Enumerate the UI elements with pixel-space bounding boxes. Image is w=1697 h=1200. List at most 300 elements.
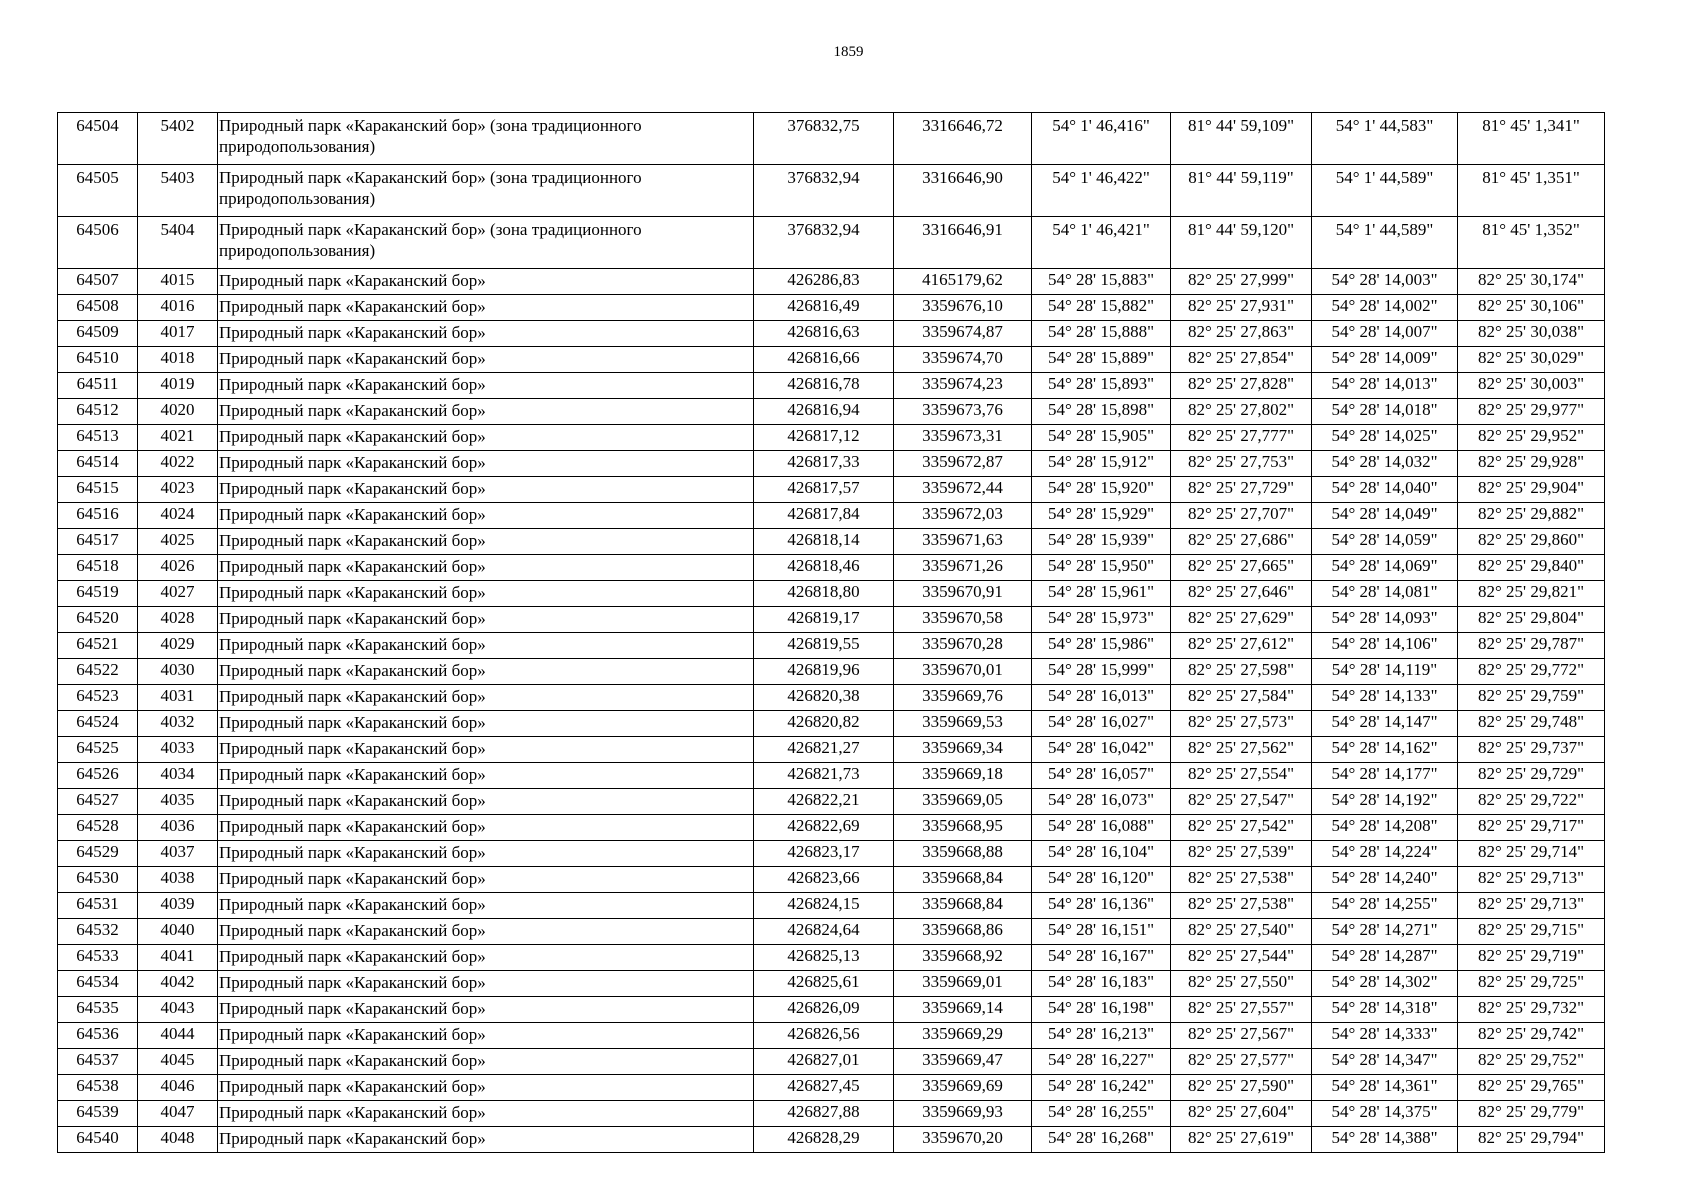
table-row bbox=[58, 269, 1605, 295]
x-coordinate-cell: 426816,63 bbox=[754, 321, 894, 347]
latitude-2-cell: 54° 28' 14,002" bbox=[1312, 295, 1458, 321]
zone-name-cell: Природный парк «Караканский бор» bbox=[218, 607, 754, 633]
latitude-2-cell: 54° 28' 14,119" bbox=[1312, 659, 1458, 685]
longitude-2-cell: 82° 25' 29,748" bbox=[1458, 711, 1605, 737]
table-row bbox=[58, 451, 1605, 477]
longitude-1-cell: 82° 25' 27,604" bbox=[1171, 1101, 1312, 1127]
latitude-1-cell: 54° 28' 16,242" bbox=[1032, 1075, 1171, 1101]
y-coordinate-cell: 3359669,05 bbox=[894, 789, 1032, 815]
latitude-2-cell: 54° 28' 14,133" bbox=[1312, 685, 1458, 711]
longitude-1-cell: 82° 25' 27,539" bbox=[1171, 841, 1312, 867]
longitude-2-cell: 82° 25' 29,787" bbox=[1458, 633, 1605, 659]
longitude-2-cell: 82° 25' 29,713" bbox=[1458, 893, 1605, 919]
y-coordinate-cell: 3316646,91 bbox=[894, 217, 1032, 269]
longitude-1-cell: 82° 25' 27,854" bbox=[1171, 347, 1312, 373]
longitude-1-cell: 82° 25' 27,550" bbox=[1171, 971, 1312, 997]
y-coordinate-cell: 3359669,29 bbox=[894, 1023, 1032, 1049]
row-number-cell: 64527 bbox=[58, 789, 138, 815]
table-row bbox=[58, 737, 1605, 763]
row-number-cell: 64508 bbox=[58, 295, 138, 321]
point-number-cell: 4048 bbox=[138, 1127, 218, 1153]
zone-name-cell: Природный парк «Караканский бор» bbox=[218, 971, 754, 997]
latitude-1-cell: 54° 28' 15,950" bbox=[1032, 555, 1171, 581]
latitude-2-cell: 54° 1' 44,583" bbox=[1312, 113, 1458, 165]
latitude-1-cell: 54° 28' 16,073" bbox=[1032, 789, 1171, 815]
x-coordinate-cell: 426820,82 bbox=[754, 711, 894, 737]
longitude-1-cell: 82° 25' 27,544" bbox=[1171, 945, 1312, 971]
zone-name-cell: Природный парк «Караканский бор» bbox=[218, 789, 754, 815]
x-coordinate-cell: 426816,66 bbox=[754, 347, 894, 373]
longitude-1-cell: 82° 25' 27,557" bbox=[1171, 997, 1312, 1023]
y-coordinate-cell: 4165179,62 bbox=[894, 269, 1032, 295]
longitude-2-cell: 82° 25' 29,732" bbox=[1458, 997, 1605, 1023]
point-number-cell: 4036 bbox=[138, 815, 218, 841]
point-number-cell: 4035 bbox=[138, 789, 218, 815]
x-coordinate-cell: 426286,83 bbox=[754, 269, 894, 295]
x-coordinate-cell: 426818,14 bbox=[754, 529, 894, 555]
row-number-cell: 64504 bbox=[58, 113, 138, 165]
row-number-cell: 64533 bbox=[58, 945, 138, 971]
row-number-cell: 64536 bbox=[58, 1023, 138, 1049]
y-coordinate-cell: 3316646,90 bbox=[894, 165, 1032, 217]
point-number-cell: 4023 bbox=[138, 477, 218, 503]
y-coordinate-cell: 3359669,76 bbox=[894, 685, 1032, 711]
table-row bbox=[58, 841, 1605, 867]
longitude-1-cell: 82° 25' 27,999" bbox=[1171, 269, 1312, 295]
x-coordinate-cell: 426828,29 bbox=[754, 1127, 894, 1153]
zone-name-cell: Природный парк «Караканский бор» bbox=[218, 893, 754, 919]
row-number-cell: 64517 bbox=[58, 529, 138, 555]
latitude-1-cell: 54° 28' 15,920" bbox=[1032, 477, 1171, 503]
point-number-cell: 4045 bbox=[138, 1049, 218, 1075]
longitude-2-cell: 82° 25' 29,752" bbox=[1458, 1049, 1605, 1075]
longitude-2-cell: 82° 25' 29,882" bbox=[1458, 503, 1605, 529]
point-number-cell: 4019 bbox=[138, 373, 218, 399]
y-coordinate-cell: 3359669,93 bbox=[894, 1101, 1032, 1127]
latitude-2-cell: 54° 28' 14,049" bbox=[1312, 503, 1458, 529]
latitude-1-cell: 54° 28' 15,882" bbox=[1032, 295, 1171, 321]
point-number-cell: 4031 bbox=[138, 685, 218, 711]
longitude-2-cell: 82° 25' 29,722" bbox=[1458, 789, 1605, 815]
point-number-cell: 4026 bbox=[138, 555, 218, 581]
y-coordinate-cell: 3359672,03 bbox=[894, 503, 1032, 529]
table-row bbox=[58, 347, 1605, 373]
latitude-1-cell: 54° 28' 16,183" bbox=[1032, 971, 1171, 997]
longitude-2-cell: 82° 25' 30,038" bbox=[1458, 321, 1605, 347]
x-coordinate-cell: 426827,88 bbox=[754, 1101, 894, 1127]
x-coordinate-cell: 376832,75 bbox=[754, 113, 894, 165]
latitude-1-cell: 54° 28' 15,929" bbox=[1032, 503, 1171, 529]
longitude-2-cell: 82° 25' 29,717" bbox=[1458, 815, 1605, 841]
zone-name-cell: Природный парк «Караканский бор» bbox=[218, 399, 754, 425]
longitude-2-cell: 82° 25' 29,904" bbox=[1458, 477, 1605, 503]
latitude-1-cell: 54° 1' 46,422" bbox=[1032, 165, 1171, 217]
x-coordinate-cell: 426825,13 bbox=[754, 945, 894, 971]
zone-name-cell: Природный парк «Караканский бор» bbox=[218, 295, 754, 321]
y-coordinate-cell: 3359669,47 bbox=[894, 1049, 1032, 1075]
zone-name-cell: Природный парк «Караканский бор» bbox=[218, 373, 754, 399]
x-coordinate-cell: 426822,21 bbox=[754, 789, 894, 815]
longitude-2-cell: 82° 25' 30,029" bbox=[1458, 347, 1605, 373]
row-number-cell: 64520 bbox=[58, 607, 138, 633]
y-coordinate-cell: 3359669,34 bbox=[894, 737, 1032, 763]
latitude-1-cell: 54° 28' 16,136" bbox=[1032, 893, 1171, 919]
longitude-2-cell: 82° 25' 29,765" bbox=[1458, 1075, 1605, 1101]
table-row bbox=[58, 113, 1605, 165]
zone-name-cell: Природный парк «Караканский бор» bbox=[218, 633, 754, 659]
longitude-2-cell: 82° 25' 29,779" bbox=[1458, 1101, 1605, 1127]
latitude-2-cell: 54° 28' 14,375" bbox=[1312, 1101, 1458, 1127]
table-body bbox=[58, 113, 1605, 1153]
y-coordinate-cell: 3359668,84 bbox=[894, 867, 1032, 893]
table-row bbox=[58, 217, 1605, 269]
latitude-2-cell: 54° 28' 14,093" bbox=[1312, 607, 1458, 633]
latitude-2-cell: 54° 28' 14,318" bbox=[1312, 997, 1458, 1023]
longitude-2-cell: 82° 25' 29,928" bbox=[1458, 451, 1605, 477]
x-coordinate-cell: 426819,96 bbox=[754, 659, 894, 685]
longitude-1-cell: 82° 25' 27,802" bbox=[1171, 399, 1312, 425]
longitude-1-cell: 82° 25' 27,665" bbox=[1171, 555, 1312, 581]
y-coordinate-cell: 3359676,10 bbox=[894, 295, 1032, 321]
row-number-cell: 64535 bbox=[58, 997, 138, 1023]
x-coordinate-cell: 426817,33 bbox=[754, 451, 894, 477]
point-number-cell: 4021 bbox=[138, 425, 218, 451]
point-number-cell: 4034 bbox=[138, 763, 218, 789]
longitude-1-cell: 82° 25' 27,540" bbox=[1171, 919, 1312, 945]
point-number-cell: 4025 bbox=[138, 529, 218, 555]
table-row bbox=[58, 607, 1605, 633]
table-row bbox=[58, 321, 1605, 347]
zone-name-cell: Природный парк «Караканский бор» bbox=[218, 659, 754, 685]
table-row bbox=[58, 711, 1605, 737]
y-coordinate-cell: 3359671,63 bbox=[894, 529, 1032, 555]
latitude-1-cell: 54° 28' 16,227" bbox=[1032, 1049, 1171, 1075]
x-coordinate-cell: 426826,56 bbox=[754, 1023, 894, 1049]
longitude-2-cell: 82° 25' 29,725" bbox=[1458, 971, 1605, 997]
x-coordinate-cell: 426818,46 bbox=[754, 555, 894, 581]
x-coordinate-cell: 426822,69 bbox=[754, 815, 894, 841]
latitude-2-cell: 54° 28' 14,009" bbox=[1312, 347, 1458, 373]
longitude-1-cell: 82° 25' 27,538" bbox=[1171, 893, 1312, 919]
longitude-1-cell: 82° 25' 27,729" bbox=[1171, 477, 1312, 503]
latitude-2-cell: 54° 28' 14,018" bbox=[1312, 399, 1458, 425]
table-row bbox=[58, 893, 1605, 919]
row-number-cell: 64537 bbox=[58, 1049, 138, 1075]
zone-name-cell: Природный парк «Караканский бор» bbox=[218, 997, 754, 1023]
table-row bbox=[58, 503, 1605, 529]
row-number-cell: 64540 bbox=[58, 1127, 138, 1153]
latitude-2-cell: 54° 28' 14,147" bbox=[1312, 711, 1458, 737]
zone-name-cell: Природный парк «Караканский бор» bbox=[218, 1023, 754, 1049]
zone-name-cell: Природный парк «Караканский бор» bbox=[218, 1127, 754, 1153]
latitude-2-cell: 54° 28' 14,287" bbox=[1312, 945, 1458, 971]
longitude-1-cell: 81° 44' 59,119" bbox=[1171, 165, 1312, 217]
longitude-2-cell: 82° 25' 30,106" bbox=[1458, 295, 1605, 321]
row-number-cell: 64528 bbox=[58, 815, 138, 841]
table-row bbox=[58, 425, 1605, 451]
row-number-cell: 64539 bbox=[58, 1101, 138, 1127]
x-coordinate-cell: 426816,94 bbox=[754, 399, 894, 425]
longitude-1-cell: 81° 44' 59,109" bbox=[1171, 113, 1312, 165]
longitude-2-cell: 81° 45' 1,352" bbox=[1458, 217, 1605, 269]
longitude-2-cell: 82° 25' 29,742" bbox=[1458, 1023, 1605, 1049]
longitude-2-cell: 82° 25' 29,714" bbox=[1458, 841, 1605, 867]
y-coordinate-cell: 3359668,88 bbox=[894, 841, 1032, 867]
latitude-1-cell: 54° 28' 15,893" bbox=[1032, 373, 1171, 399]
x-coordinate-cell: 426816,78 bbox=[754, 373, 894, 399]
table-row bbox=[58, 815, 1605, 841]
point-number-cell: 4020 bbox=[138, 399, 218, 425]
row-number-cell: 64538 bbox=[58, 1075, 138, 1101]
zone-name-cell: Природный парк «Караканский бор» bbox=[218, 477, 754, 503]
latitude-1-cell: 54° 28' 15,912" bbox=[1032, 451, 1171, 477]
zone-name-cell: Природный парк «Караканский бор» (зона традиционного природопользования) bbox=[218, 165, 754, 217]
longitude-2-cell: 82° 25' 29,719" bbox=[1458, 945, 1605, 971]
y-coordinate-cell: 3359671,26 bbox=[894, 555, 1032, 581]
latitude-1-cell: 54° 28' 15,961" bbox=[1032, 581, 1171, 607]
row-number-cell: 64532 bbox=[58, 919, 138, 945]
x-coordinate-cell: 426819,55 bbox=[754, 633, 894, 659]
zone-name-cell: Природный парк «Караканский бор» bbox=[218, 815, 754, 841]
latitude-1-cell: 54° 28' 16,268" bbox=[1032, 1127, 1171, 1153]
table-row bbox=[58, 1101, 1605, 1127]
latitude-2-cell: 54° 1' 44,589" bbox=[1312, 217, 1458, 269]
latitude-1-cell: 54° 28' 16,027" bbox=[1032, 711, 1171, 737]
latitude-2-cell: 54° 28' 14,162" bbox=[1312, 737, 1458, 763]
longitude-1-cell: 82° 25' 27,931" bbox=[1171, 295, 1312, 321]
zone-name-cell: Природный парк «Караканский бор» (зона традиционного природопользования) bbox=[218, 113, 754, 165]
point-number-cell: 4044 bbox=[138, 1023, 218, 1049]
longitude-2-cell: 82° 25' 29,794" bbox=[1458, 1127, 1605, 1153]
latitude-1-cell: 54° 28' 15,939" bbox=[1032, 529, 1171, 555]
longitude-2-cell: 82° 25' 29,840" bbox=[1458, 555, 1605, 581]
y-coordinate-cell: 3359670,28 bbox=[894, 633, 1032, 659]
longitude-1-cell: 82° 25' 27,547" bbox=[1171, 789, 1312, 815]
point-number-cell: 4033 bbox=[138, 737, 218, 763]
latitude-1-cell: 54° 28' 15,883" bbox=[1032, 269, 1171, 295]
y-coordinate-cell: 3359673,76 bbox=[894, 399, 1032, 425]
latitude-1-cell: 54° 28' 15,986" bbox=[1032, 633, 1171, 659]
longitude-2-cell: 82° 25' 29,821" bbox=[1458, 581, 1605, 607]
row-number-cell: 64514 bbox=[58, 451, 138, 477]
longitude-1-cell: 82° 25' 27,686" bbox=[1171, 529, 1312, 555]
latitude-2-cell: 54° 28' 14,040" bbox=[1312, 477, 1458, 503]
table-row bbox=[58, 789, 1605, 815]
table-row bbox=[58, 477, 1605, 503]
zone-name-cell: Природный парк «Караканский бор» bbox=[218, 503, 754, 529]
latitude-1-cell: 54° 28' 16,198" bbox=[1032, 997, 1171, 1023]
row-number-cell: 64530 bbox=[58, 867, 138, 893]
latitude-2-cell: 54° 28' 14,224" bbox=[1312, 841, 1458, 867]
row-number-cell: 64529 bbox=[58, 841, 138, 867]
latitude-2-cell: 54° 28' 14,059" bbox=[1312, 529, 1458, 555]
zone-name-cell: Природный парк «Караканский бор» bbox=[218, 1075, 754, 1101]
longitude-1-cell: 82° 25' 27,646" bbox=[1171, 581, 1312, 607]
longitude-1-cell: 82° 25' 27,612" bbox=[1171, 633, 1312, 659]
point-number-cell: 5403 bbox=[138, 165, 218, 217]
row-number-cell: 64506 bbox=[58, 217, 138, 269]
x-coordinate-cell: 426827,45 bbox=[754, 1075, 894, 1101]
y-coordinate-cell: 3359670,58 bbox=[894, 607, 1032, 633]
point-number-cell: 5404 bbox=[138, 217, 218, 269]
table-row bbox=[58, 945, 1605, 971]
y-coordinate-cell: 3359669,53 bbox=[894, 711, 1032, 737]
latitude-2-cell: 54° 28' 14,333" bbox=[1312, 1023, 1458, 1049]
latitude-2-cell: 54° 1' 44,589" bbox=[1312, 165, 1458, 217]
zone-name-cell: Природный парк «Караканский бор» bbox=[218, 945, 754, 971]
longitude-1-cell: 81° 44' 59,120" bbox=[1171, 217, 1312, 269]
x-coordinate-cell: 426823,66 bbox=[754, 867, 894, 893]
zone-name-cell: Природный парк «Караканский бор» bbox=[218, 425, 754, 451]
zone-name-cell: Природный парк «Караканский бор» bbox=[218, 581, 754, 607]
point-number-cell: 4027 bbox=[138, 581, 218, 607]
latitude-2-cell: 54° 28' 14,208" bbox=[1312, 815, 1458, 841]
latitude-1-cell: 54° 28' 16,013" bbox=[1032, 685, 1171, 711]
x-coordinate-cell: 426816,49 bbox=[754, 295, 894, 321]
y-coordinate-cell: 3359670,01 bbox=[894, 659, 1032, 685]
zone-name-cell: Природный парк «Караканский бор» bbox=[218, 1049, 754, 1075]
longitude-1-cell: 82° 25' 27,598" bbox=[1171, 659, 1312, 685]
zone-name-cell: Природный парк «Караканский бор» bbox=[218, 347, 754, 373]
point-number-cell: 4046 bbox=[138, 1075, 218, 1101]
longitude-1-cell: 82° 25' 27,542" bbox=[1171, 815, 1312, 841]
longitude-2-cell: 82° 25' 30,174" bbox=[1458, 269, 1605, 295]
table-row bbox=[58, 867, 1605, 893]
point-number-cell: 4047 bbox=[138, 1101, 218, 1127]
x-coordinate-cell: 426824,64 bbox=[754, 919, 894, 945]
x-coordinate-cell: 426825,61 bbox=[754, 971, 894, 997]
point-number-cell: 4037 bbox=[138, 841, 218, 867]
latitude-1-cell: 54° 28' 16,057" bbox=[1032, 763, 1171, 789]
longitude-2-cell: 82° 25' 29,759" bbox=[1458, 685, 1605, 711]
y-coordinate-cell: 3359669,69 bbox=[894, 1075, 1032, 1101]
zone-name-cell: Природный парк «Караканский бор» bbox=[218, 529, 754, 555]
latitude-2-cell: 54° 28' 14,007" bbox=[1312, 321, 1458, 347]
longitude-2-cell: 82° 25' 29,952" bbox=[1458, 425, 1605, 451]
latitude-2-cell: 54° 28' 14,025" bbox=[1312, 425, 1458, 451]
point-number-cell: 4016 bbox=[138, 295, 218, 321]
y-coordinate-cell: 3359670,20 bbox=[894, 1127, 1032, 1153]
table-row bbox=[58, 971, 1605, 997]
row-number-cell: 64522 bbox=[58, 659, 138, 685]
zone-name-cell: Природный парк «Караканский бор» bbox=[218, 841, 754, 867]
y-coordinate-cell: 3359668,92 bbox=[894, 945, 1032, 971]
table-row bbox=[58, 763, 1605, 789]
table-row bbox=[58, 555, 1605, 581]
longitude-1-cell: 82° 25' 27,619" bbox=[1171, 1127, 1312, 1153]
longitude-1-cell: 82° 25' 27,707" bbox=[1171, 503, 1312, 529]
x-coordinate-cell: 426817,84 bbox=[754, 503, 894, 529]
table-row bbox=[58, 1023, 1605, 1049]
point-number-cell: 4028 bbox=[138, 607, 218, 633]
y-coordinate-cell: 3359674,87 bbox=[894, 321, 1032, 347]
longitude-2-cell: 82° 25' 29,737" bbox=[1458, 737, 1605, 763]
table-row bbox=[58, 919, 1605, 945]
longitude-1-cell: 82° 25' 27,573" bbox=[1171, 711, 1312, 737]
y-coordinate-cell: 3359668,95 bbox=[894, 815, 1032, 841]
longitude-2-cell: 82° 25' 29,729" bbox=[1458, 763, 1605, 789]
zone-name-cell: Природный парк «Караканский бор» bbox=[218, 919, 754, 945]
latitude-1-cell: 54° 28' 15,888" bbox=[1032, 321, 1171, 347]
latitude-2-cell: 54° 28' 14,302" bbox=[1312, 971, 1458, 997]
x-coordinate-cell: 376832,94 bbox=[754, 165, 894, 217]
longitude-1-cell: 82° 25' 27,590" bbox=[1171, 1075, 1312, 1101]
y-coordinate-cell: 3359669,01 bbox=[894, 971, 1032, 997]
longitude-2-cell: 82° 25' 30,003" bbox=[1458, 373, 1605, 399]
y-coordinate-cell: 3359670,91 bbox=[894, 581, 1032, 607]
longitude-2-cell: 81° 45' 1,341" bbox=[1458, 113, 1605, 165]
table-row bbox=[58, 633, 1605, 659]
longitude-1-cell: 82° 25' 27,567" bbox=[1171, 1023, 1312, 1049]
y-coordinate-cell: 3359668,86 bbox=[894, 919, 1032, 945]
y-coordinate-cell: 3359674,70 bbox=[894, 347, 1032, 373]
point-number-cell: 4017 bbox=[138, 321, 218, 347]
table-row bbox=[58, 997, 1605, 1023]
point-number-cell: 5402 bbox=[138, 113, 218, 165]
row-number-cell: 64505 bbox=[58, 165, 138, 217]
longitude-1-cell: 82° 25' 27,577" bbox=[1171, 1049, 1312, 1075]
x-coordinate-cell: 426821,73 bbox=[754, 763, 894, 789]
table-row bbox=[58, 1127, 1605, 1153]
table-row bbox=[58, 1049, 1605, 1075]
longitude-2-cell: 82° 25' 29,977" bbox=[1458, 399, 1605, 425]
latitude-1-cell: 54° 28' 15,973" bbox=[1032, 607, 1171, 633]
point-number-cell: 4018 bbox=[138, 347, 218, 373]
zone-name-cell: Природный парк «Караканский бор» bbox=[218, 321, 754, 347]
x-coordinate-cell: 426818,80 bbox=[754, 581, 894, 607]
x-coordinate-cell: 426826,09 bbox=[754, 997, 894, 1023]
latitude-2-cell: 54° 28' 14,003" bbox=[1312, 269, 1458, 295]
latitude-1-cell: 54° 28' 16,104" bbox=[1032, 841, 1171, 867]
row-number-cell: 64515 bbox=[58, 477, 138, 503]
latitude-1-cell: 54° 1' 46,416" bbox=[1032, 113, 1171, 165]
point-number-cell: 4030 bbox=[138, 659, 218, 685]
longitude-2-cell: 82° 25' 29,860" bbox=[1458, 529, 1605, 555]
latitude-2-cell: 54° 28' 14,106" bbox=[1312, 633, 1458, 659]
longitude-2-cell: 82° 25' 29,715" bbox=[1458, 919, 1605, 945]
latitude-2-cell: 54° 28' 14,032" bbox=[1312, 451, 1458, 477]
x-coordinate-cell: 426819,17 bbox=[754, 607, 894, 633]
point-number-cell: 4038 bbox=[138, 867, 218, 893]
x-coordinate-cell: 426820,38 bbox=[754, 685, 894, 711]
point-number-cell: 4041 bbox=[138, 945, 218, 971]
page-number: 1859 bbox=[833, 44, 864, 60]
x-coordinate-cell: 426824,15 bbox=[754, 893, 894, 919]
latitude-2-cell: 54° 28' 14,013" bbox=[1312, 373, 1458, 399]
row-number-cell: 64534 bbox=[58, 971, 138, 997]
latitude-1-cell: 54° 28' 16,151" bbox=[1032, 919, 1171, 945]
row-number-cell: 64507 bbox=[58, 269, 138, 295]
x-coordinate-cell: 426817,57 bbox=[754, 477, 894, 503]
point-number-cell: 4042 bbox=[138, 971, 218, 997]
latitude-2-cell: 54° 28' 14,361" bbox=[1312, 1075, 1458, 1101]
latitude-2-cell: 54° 28' 14,388" bbox=[1312, 1127, 1458, 1153]
longitude-2-cell: 81° 45' 1,351" bbox=[1458, 165, 1605, 217]
table-row bbox=[58, 659, 1605, 685]
y-coordinate-cell: 3359673,31 bbox=[894, 425, 1032, 451]
row-number-cell: 64521 bbox=[58, 633, 138, 659]
point-number-cell: 4043 bbox=[138, 997, 218, 1023]
latitude-1-cell: 54° 28' 16,042" bbox=[1032, 737, 1171, 763]
latitude-1-cell: 54° 28' 16,088" bbox=[1032, 815, 1171, 841]
row-number-cell: 64519 bbox=[58, 581, 138, 607]
zone-name-cell: Природный парк «Караканский бор» bbox=[218, 737, 754, 763]
row-number-cell: 64516 bbox=[58, 503, 138, 529]
latitude-2-cell: 54° 28' 14,271" bbox=[1312, 919, 1458, 945]
row-number-cell: 64509 bbox=[58, 321, 138, 347]
y-coordinate-cell: 3359669,14 bbox=[894, 997, 1032, 1023]
y-coordinate-cell: 3359668,84 bbox=[894, 893, 1032, 919]
